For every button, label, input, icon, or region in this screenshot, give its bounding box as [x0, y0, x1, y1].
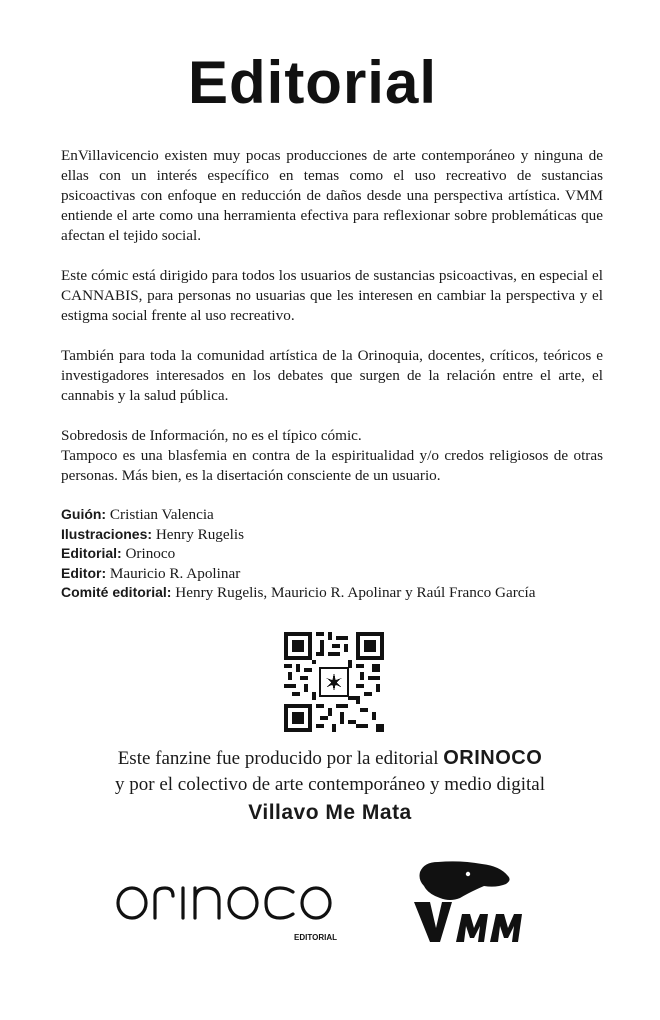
paragraph-audience: Este cómic está dirigido para todos los usuarios de sustancias psicoactivas, en especial el CANNABIS, para personas no usuarias que les interesen en cambiar la perspectiva y el estigma social frente al uso recreativo. [61, 267, 603, 324]
credit-value: Henry Rugelis [155, 525, 244, 543]
paragraph-intro: EnVillavicencio existen muy pocas producciones de arte contemporáneo y ninguna de ellas con un interés específico en temas como el uso recreativo de sustancias psicoactivas con enfoque en reducción de daños desde una perspectiva artística. VMM entiende el arte como una herramienta efectiva para reflexionar sobre problemáticas que afectan el tejido social. [61, 147, 603, 244]
paragraph-disclaimer: Tampoco es una blasfemia en contra de la espiritualidad y/o credos religiosos de otras personas. Más bien, es la disertación consciente de un usuario. [61, 447, 603, 484]
orinoco-sub: EDITORIAL [294, 933, 337, 942]
paragraph-tagline: Sobredosis de Información, no es el típico cómic. [61, 427, 362, 444]
editorial-body [61, 146, 603, 506]
credit-row-editorial [61, 544, 621, 564]
brand-orinoco: ORINOCO [443, 747, 543, 769]
qr-code[interactable] [284, 632, 384, 732]
paragraph-community: También para toda la comunidad artística de la Orinoquia, docentes, críticos, teóricos e investigadores interesados en los debates que surgen de la relación entre el arte, el cannabis y la salud pública. [61, 347, 603, 404]
credit-value: Orinoco [125, 545, 176, 562]
credit-row-ilustraciones [61, 525, 621, 545]
credit-value: Cristian Valencia [109, 506, 214, 523]
credit-row-guion [61, 505, 621, 525]
page-title: Editorial [187, 49, 438, 116]
vmm-logo [410, 858, 528, 944]
credit-row-comite [61, 583, 621, 603]
credit-label: Editor: [61, 564, 107, 581]
credit-value: Henry Rugelis, Mauricio R. Apolinar y Raúl Franco García [175, 584, 536, 601]
brand-villavo-me-mata: Villavo Me Mata [248, 801, 412, 824]
credits-block [61, 505, 621, 603]
producer-statement [0, 745, 660, 826]
credit-label: Ilustraciones: [61, 525, 153, 542]
credit-label: Editorial: [61, 545, 122, 561]
orinoco-logo [115, 878, 360, 948]
credit-value: Mauricio R. Apolinar [109, 564, 241, 582]
credit-label: Guión: [61, 506, 107, 522]
credit-label: Comité editorial: [61, 584, 172, 600]
credit-row-editor [61, 564, 621, 584]
producer-line-2: y por el colectivo de arte contemporáneo y medio digital [115, 774, 545, 795]
producer-line-1: Este fanzine fue producido por la editorial [117, 748, 439, 769]
